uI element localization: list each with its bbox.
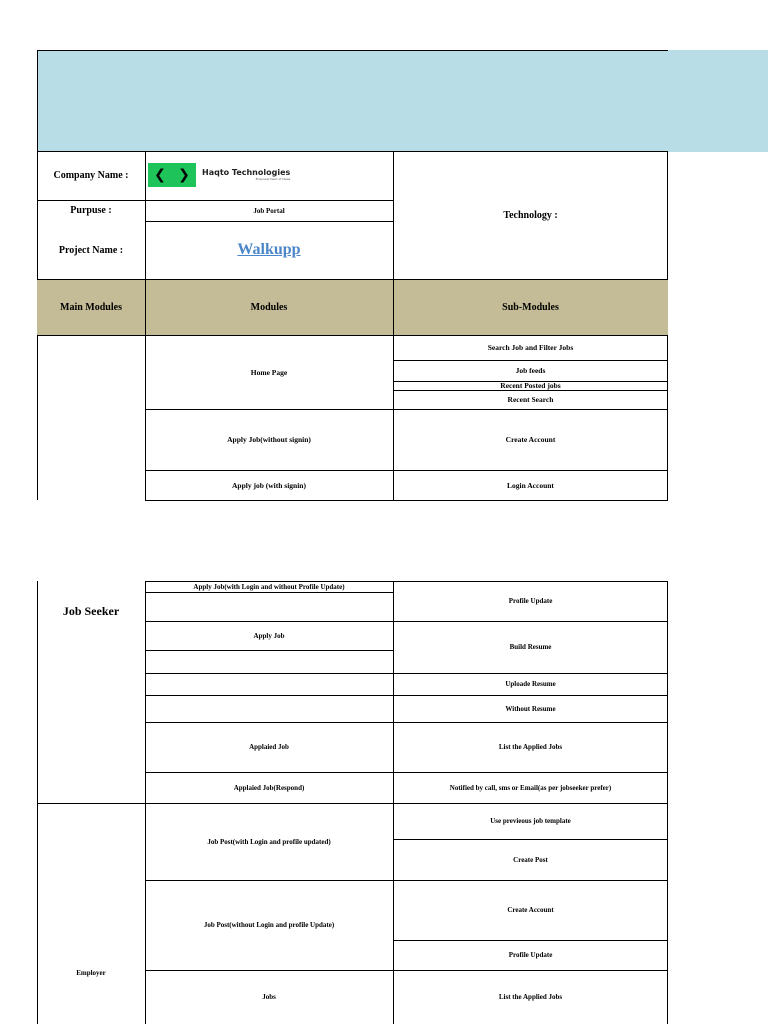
modules-header: Modules [250, 301, 288, 313]
row-divider [145, 500, 668, 501]
module-apply-without-signin: Apply Job(without signin) [227, 435, 311, 444]
project-name-label: Project Name : [58, 244, 124, 256]
sub-build-resume: Build Resume [509, 643, 552, 651]
sub-modules-header: Sub-Modules [502, 301, 559, 313]
sub-create-account-employer: Create Account [507, 906, 554, 914]
row-divider [145, 650, 394, 651]
sub-create-account: Create Account [505, 435, 556, 444]
sub-without-resume: Without Resume [505, 704, 556, 713]
module-jobs: Jobs [262, 993, 276, 1001]
header-banner [37, 50, 768, 152]
company-logo-tagline: Empowerment of Ideas [255, 177, 291, 181]
main-module-job-seeker: Job Seeker [62, 603, 120, 618]
technology-label: Technology : [503, 209, 558, 221]
company-logo [148, 163, 290, 187]
sub-job-feeds: Job feeds [515, 366, 546, 375]
module-applied-job: Applaied Job [249, 743, 289, 751]
module-home-page: Home Page [250, 367, 288, 377]
sub-notified: Notified by call, sms or Email(as per jobseeker prefer) [449, 783, 612, 792]
purpose-label: Purpuse : [70, 205, 112, 216]
module-job-post-without-login: Job Post(without Login and profile Update) [203, 921, 335, 929]
sub-list-applied-jobs-employer: List the Applied Jobs [498, 993, 563, 1001]
sub-login-account: Login Account [507, 480, 554, 490]
sub-search-filter: Search Job and Filter Jobs [487, 343, 574, 352]
module-applied-job-respond: Applaied Job(Respond) [233, 783, 305, 792]
sub-previous-template: Use previeous job template [490, 817, 571, 825]
project-name-link[interactable]: Walkupp [237, 241, 301, 258]
sub-profile-update-employer: Profile Update [508, 951, 553, 959]
module-job-post-with-login: Job Post(with Login and profile updated) [207, 837, 331, 846]
module-apply-job: Apply Job [253, 631, 285, 640]
purpose-value: Job Portal [253, 206, 285, 215]
main-module-employer: Employer [76, 969, 106, 977]
module-apply-with-signin: Apply job (with signin) [232, 480, 306, 490]
sub-upload-resume: Uploade Resume [505, 680, 556, 688]
row-divider [145, 592, 394, 593]
main-modules-header: Main Modules [60, 301, 122, 313]
module-apply-login-no-profile: Apply Job(with Login and without Profile Update) [193, 582, 345, 591]
sub-create-post: Create Post [513, 855, 548, 864]
project-name-value[interactable] [145, 221, 393, 279]
sub-profile-update: Profile Update [508, 597, 553, 605]
sub-recent-search: Recent Search [507, 395, 554, 404]
code-brackets-icon: ❮ ❯ [148, 163, 196, 187]
sub-list-applied-jobs: List the Applied Jobs [498, 743, 563, 751]
company-name-label: Company Name : [53, 170, 129, 181]
sub-recent-posted: Recent Posted jobs [500, 381, 561, 390]
table1-top-border [37, 50, 668, 51]
company-logo-text: Haqto Technologies [202, 168, 291, 177]
